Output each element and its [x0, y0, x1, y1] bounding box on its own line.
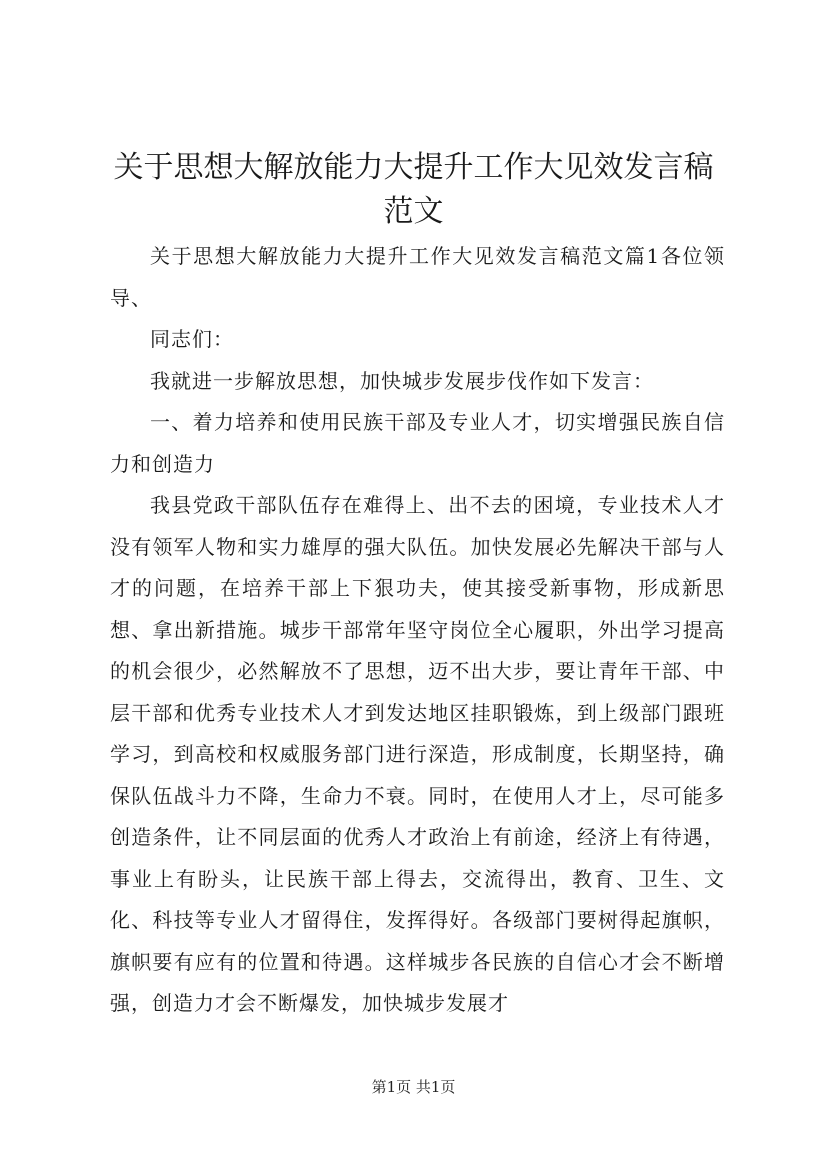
page-footer: 第1页 共1页	[371, 1078, 456, 1096]
paragraph-section-body: 我县党政干部队伍存在难得上、出不去的困境，专业技术人才没有领军人物和实力雄厚的强大队伍。加快发展必先解决干部与人才的问题，在培养干部上下狠功夫，使其接受新事物，形成新思想、拿出新措施。城步干部常年坚守岗位全心履职，外出学习提高的机会很少，必然解放不了思想，迈不出大步，要让青年干部、中层干部和优秀专业技术人才到发达地区挂职锻炼，到上级部门跟班学习，到高校和权威服务部门进行深造，形成制度，长期坚持，确保队伍战斗力不降，生命力不衰。同时，在使用人才上，尽可能多创造条件，让不同层面的优秀人才政治上有前途，经济上有待遇，事业上有盼头，让民族干部上得去，交流得出，教育、卫生、文化、科技等专业人才留得住，发挥得好。各级部门要树得起旗帜，旗帜要有应有的位置和待遇。这样城步各民族的自信心才会不断增强，创造力才会不断爆发，加快城步发展才	[110, 493, 725, 1015]
paragraph-opening: 我就进一步解放思想，加快城步发展步伐作如下发言：	[150, 368, 654, 393]
paragraph-section-heading: 一、着力培养和使用民族干部及专业人才，切实增强民族自信力和创造力	[110, 410, 725, 476]
document-body	[110, 236, 725, 1025]
paragraph-intro: 关于思想大解放能力大提升工作大见效发言稿范文篇1各位领导、	[110, 244, 725, 310]
paragraph-salutation: 同志们：	[150, 327, 234, 351]
document-title: 关于思想大解放能力大提升工作大见效发言稿范文	[113, 150, 714, 229]
